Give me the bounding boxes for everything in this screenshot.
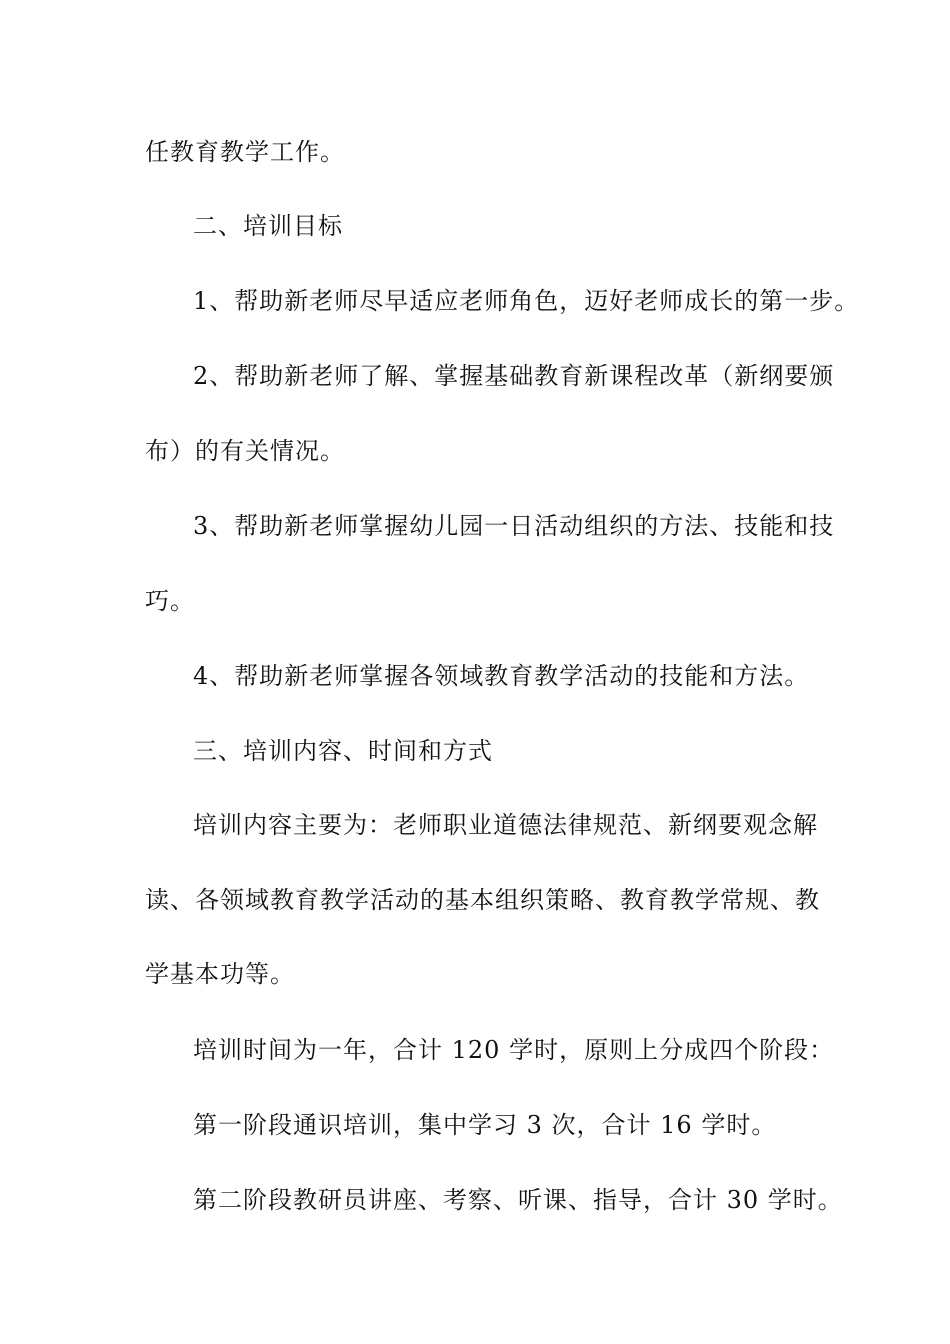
time-paragraph: 培训时间为一年，合计 120 学时，原则上分成四个阶段：	[193, 1036, 835, 1064]
goal-item-1: 1、帮助新老师尽早适应老师角色，迈好老师成长的第一步。	[193, 287, 860, 315]
goal-item-4: 4、帮助新老师掌握各领域教育教学活动的技能和方法。	[193, 662, 810, 690]
goal-item-2: 2、帮助新老师了解、掌握基础教育新课程改革（新纲要颁	[193, 362, 835, 390]
section-heading-content-time-method: 三、培训内容、时间和方式	[193, 737, 493, 765]
content-paragraph-line-2: 读、各领域教育教学活动的基本组织策略、教育教学常规、教	[145, 886, 820, 914]
section-heading-training-goals: 二、培训目标	[193, 212, 343, 240]
goal-item-2-continuation: 布）的有关情况。	[145, 437, 345, 465]
stage-2-paragraph: 第二阶段教研员讲座、考察、听课、指导，合计 30 学时。	[193, 1186, 843, 1214]
paragraph-continuation: 任教育教学工作。	[145, 138, 345, 166]
goal-item-3-continuation: 巧。	[145, 587, 195, 615]
goal-item-3: 3、帮助新老师掌握幼儿园一日活动组织的方法、技能和技	[193, 512, 835, 540]
content-paragraph-line-3: 学基本功等。	[145, 960, 295, 988]
stage-1-paragraph: 第一阶段通识培训，集中学习 3 次，合计 16 学时。	[193, 1111, 777, 1139]
content-paragraph: 培训内容主要为：老师职业道德法律规范、新纲要观念解	[193, 811, 818, 839]
